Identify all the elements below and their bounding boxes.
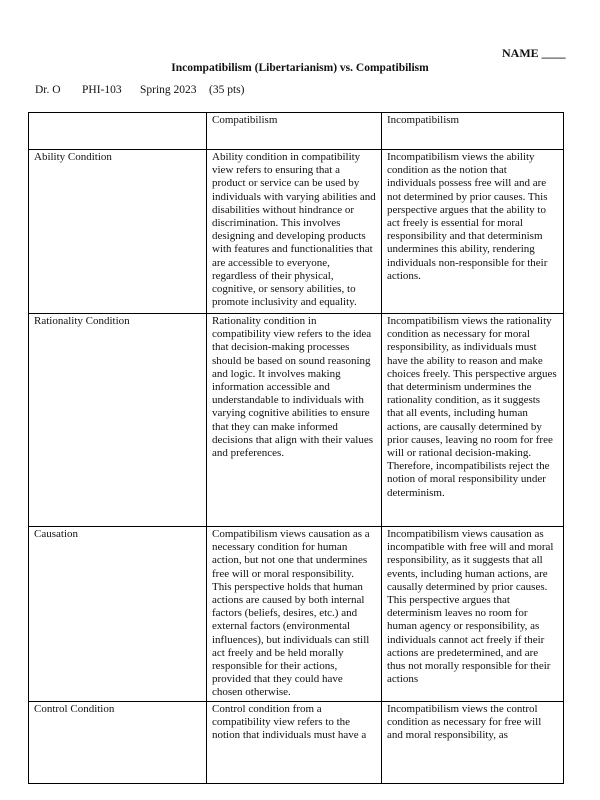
table-row — [29, 702, 564, 784]
row-label: Causation — [29, 527, 207, 702]
points: (35 pts) — [209, 84, 245, 96]
incompatibilism-cell[interactable]: Incompatibilism views causation as incompatible with free will and moral responsibility, as it suggests that all events, including human actions, are causally determined by prior causes. This perspective argues that determinism leaves no room for human agency or responsibility, as individuals cannot act freely if their actions are predetermined, and are thus not morally responsible for their actions — [382, 527, 564, 702]
row-label: Ability Condition — [29, 150, 207, 314]
name-field-label: NAME ____ — [502, 46, 566, 60]
incompatibilism-cell[interactable]: Incompatibilism views the control condition as necessary for free will and moral responsibility, as — [382, 702, 564, 784]
comparison-table — [28, 112, 564, 784]
row-label: Rationality Condition — [29, 314, 207, 527]
table-row — [29, 314, 564, 527]
table-header-row — [29, 113, 564, 150]
compatibilism-cell[interactable]: Ability condition in compatibility view refers to ensuring that a product or service can be used by individuals with varying abilities and disabilities without hindrance or discrimination. This involves designing and developing products with features and functionalities that are accessible to everyone, regardless of their physical, cognitive, or sensory abilities, to promote inclusivity and equality. — [207, 150, 382, 314]
row-label: Control Condition — [29, 702, 207, 784]
term: Spring 2023 — [140, 84, 197, 96]
course-code: PHI-103 — [82, 84, 122, 96]
table-row — [29, 150, 564, 314]
compatibilism-cell[interactable]: Rationality condition in compatibility view refers to the idea that decision-making processes should be based on sound reasoning and logic. It involves making information accessible and understandable to individuals with varying cognitive abilities to ensure that they can make informed decisions that align with their values and preferences. — [207, 314, 382, 527]
compatibilism-cell[interactable]: Control condition from a compatibility view refers to the notion that individuals must have a — [207, 702, 382, 784]
table-row — [29, 527, 564, 702]
compatibilism-cell[interactable]: Compatibilism views causation as a necessary condition for human action, but not one that undermines free will or moral responsibility. This perspective holds that human actions are caused by both internal factors (beliefs, desires, etc.) and external factors (environmental influences), but individuals can still act freely and be held morally responsible for their actions, provided that they could have chosen otherwise. — [207, 527, 382, 702]
incompatibilism-cell[interactable]: Incompatibilism views the rationality condition as necessary for moral responsibility, as individuals must have the ability to reason and make choices freely. This perspective argues that determinism undermines the rationality condition, as it suggests that all events, including human actions, are causally determined by prior causes, leaving no room for free will or rational decision-making. Therefore, incompatibilists reject the notion of moral responsibility under determinism. — [382, 314, 564, 527]
column-header-compatibilism: Compatibilism — [207, 113, 382, 150]
instructor-name: Dr. O — [35, 84, 61, 96]
column-header-empty — [29, 113, 207, 150]
course-info — [35, 84, 244, 96]
incompatibilism-cell[interactable]: Incompatibilism views the ability condition as the notion that individuals possess free will and are not determined by prior causes. This perspective argues that the ability to act freely is essential for moral responsibility and that determinism undermines this ability, rendering individuals non-responsible for their actions. — [382, 150, 564, 314]
document-title: Incompatibilism (Libertarianism) vs. Compatibilism — [171, 62, 429, 74]
column-header-incompatibilism: Incompatibilism — [382, 113, 564, 150]
